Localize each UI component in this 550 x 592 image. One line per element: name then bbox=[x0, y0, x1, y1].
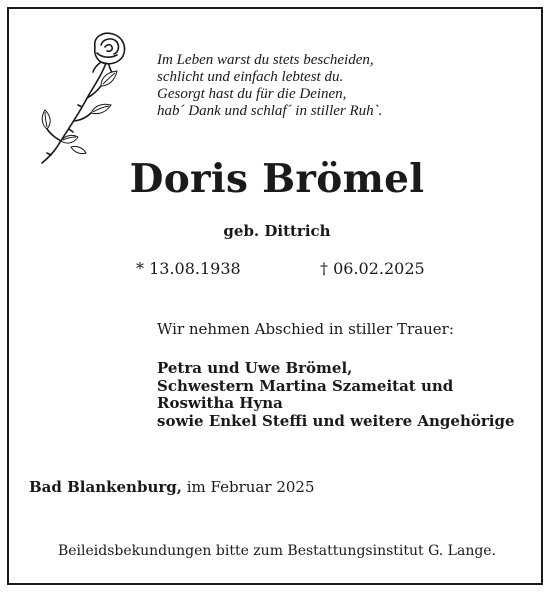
poem-line: schlicht und einfach lebtest du. bbox=[157, 69, 344, 85]
obituary-notice bbox=[7, 7, 543, 585]
birth-date: * 13.08.1938 bbox=[136, 259, 241, 278]
rose-icon bbox=[31, 25, 141, 165]
place-name: Bad Blankenburg, bbox=[29, 478, 182, 496]
poem-line: Gesorgt hast du für die Deinen, bbox=[157, 86, 347, 102]
list-item: Petra und Uwe Brömel, bbox=[157, 359, 353, 377]
death-date: † 06.02.2025 bbox=[320, 259, 425, 278]
condolence-note: Beileidsbekundungen bitte zum Bestattungsinstitut G. Lange. bbox=[57, 543, 497, 559]
birth-name: geb. Dittrich bbox=[223, 222, 331, 240]
deceased-name: Doris Brömel bbox=[129, 156, 425, 202]
list-item: Schwestern Martina Szameitat und bbox=[157, 376, 454, 395]
list-item: sowie Enkel Steffi und weitere Angehörige bbox=[157, 411, 515, 430]
list-item: Roswitha Hyna bbox=[157, 394, 283, 412]
poem-line: hab´ Dank und schlaf´ in stiller Ruh`. bbox=[157, 103, 383, 119]
place-and-date bbox=[29, 477, 315, 497]
farewell-text: Wir nehmen Abschied in stiller Trauer: bbox=[157, 320, 454, 338]
mourners-list bbox=[157, 360, 515, 430]
notice-date: im Februar 2025 bbox=[186, 478, 315, 496]
memorial-poem bbox=[157, 52, 382, 120]
poem-line: Im Leben warst du stets bescheiden, bbox=[157, 52, 374, 68]
